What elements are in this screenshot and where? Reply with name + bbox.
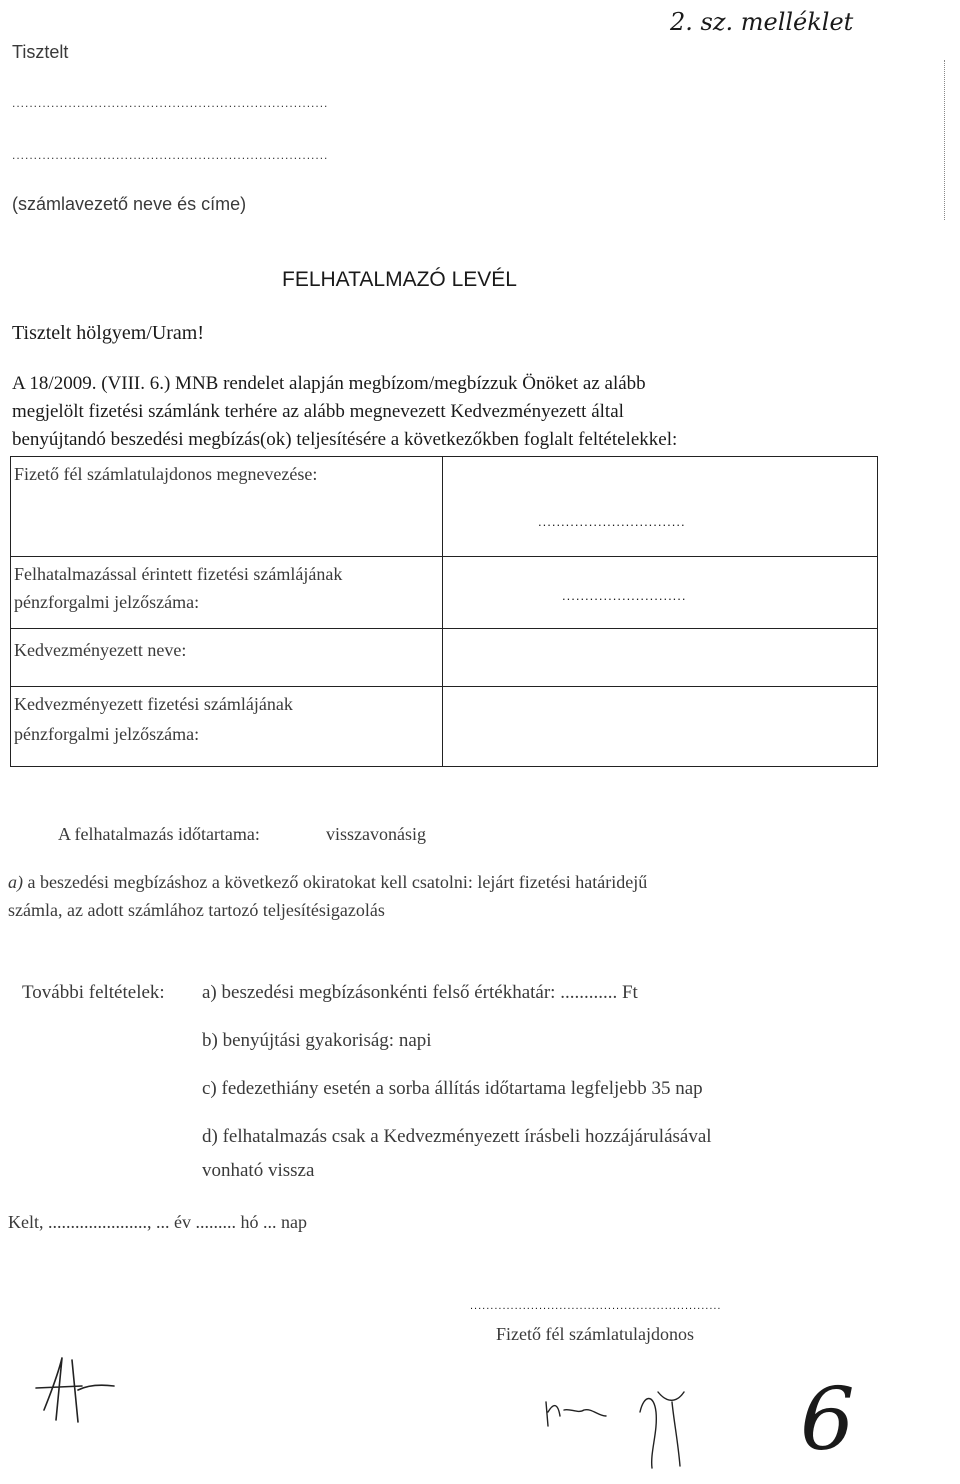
condition-d-line-2: vonható vissza <box>202 1160 315 1181</box>
handwritten-signature-1 <box>540 1392 610 1432</box>
intro-line-3: benyújtandó beszedési megbízás(ok) teljesítésére a következőkben foglalt feltételekkel: <box>12 429 678 450</box>
table-border-right <box>877 456 878 767</box>
table-row-1-label: Fizető fél számlatulajdonos megnevezése: <box>14 464 318 484</box>
greeting: Tisztelt hölgyem/Uram! <box>12 322 205 344</box>
conditions-intro: További feltételek: <box>22 982 165 1003</box>
document-title: FELHATALMAZÓ LEVÉL <box>282 268 517 291</box>
intro-line-2: megjelölt fizetési számlánk terhére az alább megnevezett Kedvezményezett által <box>12 401 624 422</box>
table-border-bottom <box>10 766 878 767</box>
handwritten-signature-2 <box>632 1382 692 1472</box>
table-row-2-label-line-1: Felhatalmazással érintett fizetési számlájának <box>14 564 343 584</box>
table-row-divider <box>10 686 878 687</box>
intro-line-1: A 18/2009. (VIII. 6.) MNB rendelet alapján megbízom/megbízzuk Önöket az alább <box>12 373 646 394</box>
salutation-top: Tisztelt <box>12 42 69 62</box>
scan-edge-marks <box>944 60 947 220</box>
table-row-divider <box>10 556 878 557</box>
handwritten-initials-left <box>24 1350 124 1430</box>
table-column-divider <box>442 456 443 767</box>
handwritten-page-number: 6 <box>800 1370 855 1470</box>
table-row-divider <box>10 628 878 629</box>
address-caption: (számlavezető neve és címe) <box>12 194 247 214</box>
date-line: Kelt, ......................, ... év ......... hó ... nap <box>8 1212 307 1232</box>
condition-b: b) benyújtási gyakoriság: napi <box>202 1030 432 1051</box>
attachments-line-2: számla, az adott számlához tartozó teljesítésigazolás <box>8 900 385 920</box>
table-row-3-label: Kedvezményezett neve: <box>14 640 187 660</box>
condition-a: a) beszedési megbízásonkénti felső értékhatár: ............ Ft <box>202 982 638 1003</box>
signature-line: .............................................................. <box>470 1300 722 1312</box>
table-row-2-value: ........................... <box>562 588 687 603</box>
signature-caption: Fizető fél számlatulajdonos <box>496 1324 694 1344</box>
address-line-1: ......................................................................... <box>12 96 329 110</box>
table-border-top <box>10 456 878 457</box>
condition-c: c) fedezethiány esetén a sorba állítás időtartama legfeljebb 35 nap <box>202 1078 703 1099</box>
table-border-left <box>10 456 11 767</box>
duration-value: visszavonásig <box>326 824 426 844</box>
table-row-4-label-line-1: Kedvezményezett fizetési számlájának <box>14 694 293 714</box>
table-row-2-label-line-2: pénzforgalmi jelzőszáma: <box>14 592 200 612</box>
condition-d-line-1: d) felhatalmazás csak a Kedvezményezett írásbeli hozzájárulásával <box>202 1126 712 1147</box>
table-row-4-label-line-2: pénzforgalmi jelzőszáma: <box>14 724 200 744</box>
attachments-line-1 <box>8 870 647 894</box>
duration-label: A felhatalmazás időtartama: <box>58 824 260 844</box>
attachments-marker: a) <box>8 872 23 892</box>
table-row-1-value: ................................ <box>538 514 686 529</box>
address-line-2: ......................................................................... <box>12 148 329 162</box>
attachments-text: a beszedési megbízáshoz a következő okiratokat kell csatolni: lejárt fizetési határidejű <box>23 872 648 892</box>
handwritten-annotation: 2. sz. melléklet <box>670 8 854 36</box>
